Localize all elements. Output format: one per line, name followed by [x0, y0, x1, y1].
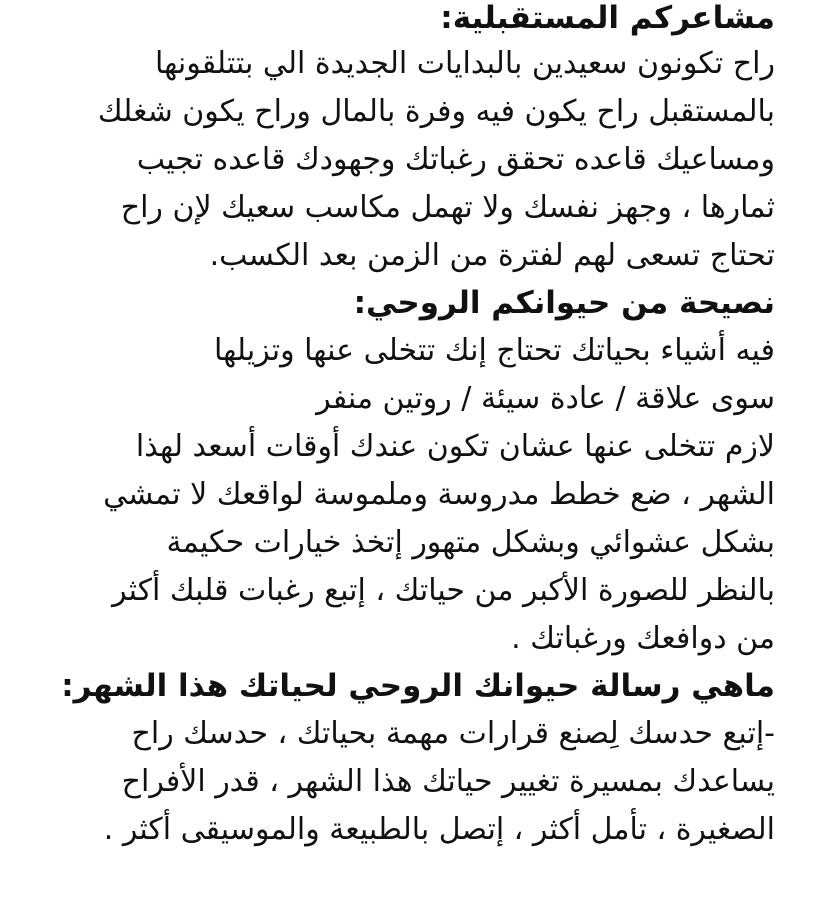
text-line: -إتبع حدسك لِصنع قرارات مهمة بحياتك ، حدسك راح	[131, 716, 775, 751]
section-spirit-animal-advice	[60, 280, 775, 663]
text-line: يساعدك بمسيرة تغيير حياتك هذا الشهر ، قدر الأفراح	[121, 764, 775, 799]
text-line: تحتاج تسعى لهم لفترة من الزمن بعد الكسب.	[209, 238, 775, 273]
section-monthly-message	[60, 663, 775, 854]
section-heading: مشاعركم المستقبلية:	[440, 0, 775, 36]
section-heading: نصيحة من حيوانكم الروحي:	[353, 285, 775, 321]
text-line: من دوافعك ورغباتك .	[511, 621, 775, 656]
text-line: فيه أشياء بحياتك تحتاج إنك تتخلى عنها وتزيلها	[213, 333, 775, 368]
text-line: ومساعيك قاعده تحقق رغباتك وجهودك قاعده تجيب	[136, 142, 775, 177]
text-line: الصغيرة ، تأمل أكثر ، إتصل بالطبيعة والموسيقى أكثر .	[103, 812, 775, 847]
text-line: راح تكونون سعيدين بالبدايات الجديدة الي بتتلقونها	[154, 46, 775, 81]
text-line: الشهر ، ضع خطط مدروسة وملموسة لواقعك لا تمشي	[103, 477, 775, 512]
section-heading: ماهي رسالة حيوانك الروحي لحياتك هذا الشهر:	[61, 668, 775, 704]
text-line: بالنظر للصورة الأكبر من حياتك ، إتبع رغبات قلبك أكثر	[112, 573, 775, 608]
section-future-feelings	[60, 0, 775, 280]
text-line: بالمستقبل راح يكون فيه وفرة بالمال وراح يكون شغلك	[97, 94, 775, 129]
text-line: ثمارها ، وجهز نفسك ولا تهمل مكاسب سعيك لإن راح	[120, 190, 775, 225]
text-line: بشكل عشوائي وبشكل متهور إتخذ خيارات حكيمة	[166, 525, 775, 560]
text-line: سوى علاقة / عادة سيئة / روتين منفر	[316, 381, 775, 416]
text-line: لازم تتخلى عنها عشان تكون عندك أوقات أسعد لهذا	[135, 429, 775, 464]
